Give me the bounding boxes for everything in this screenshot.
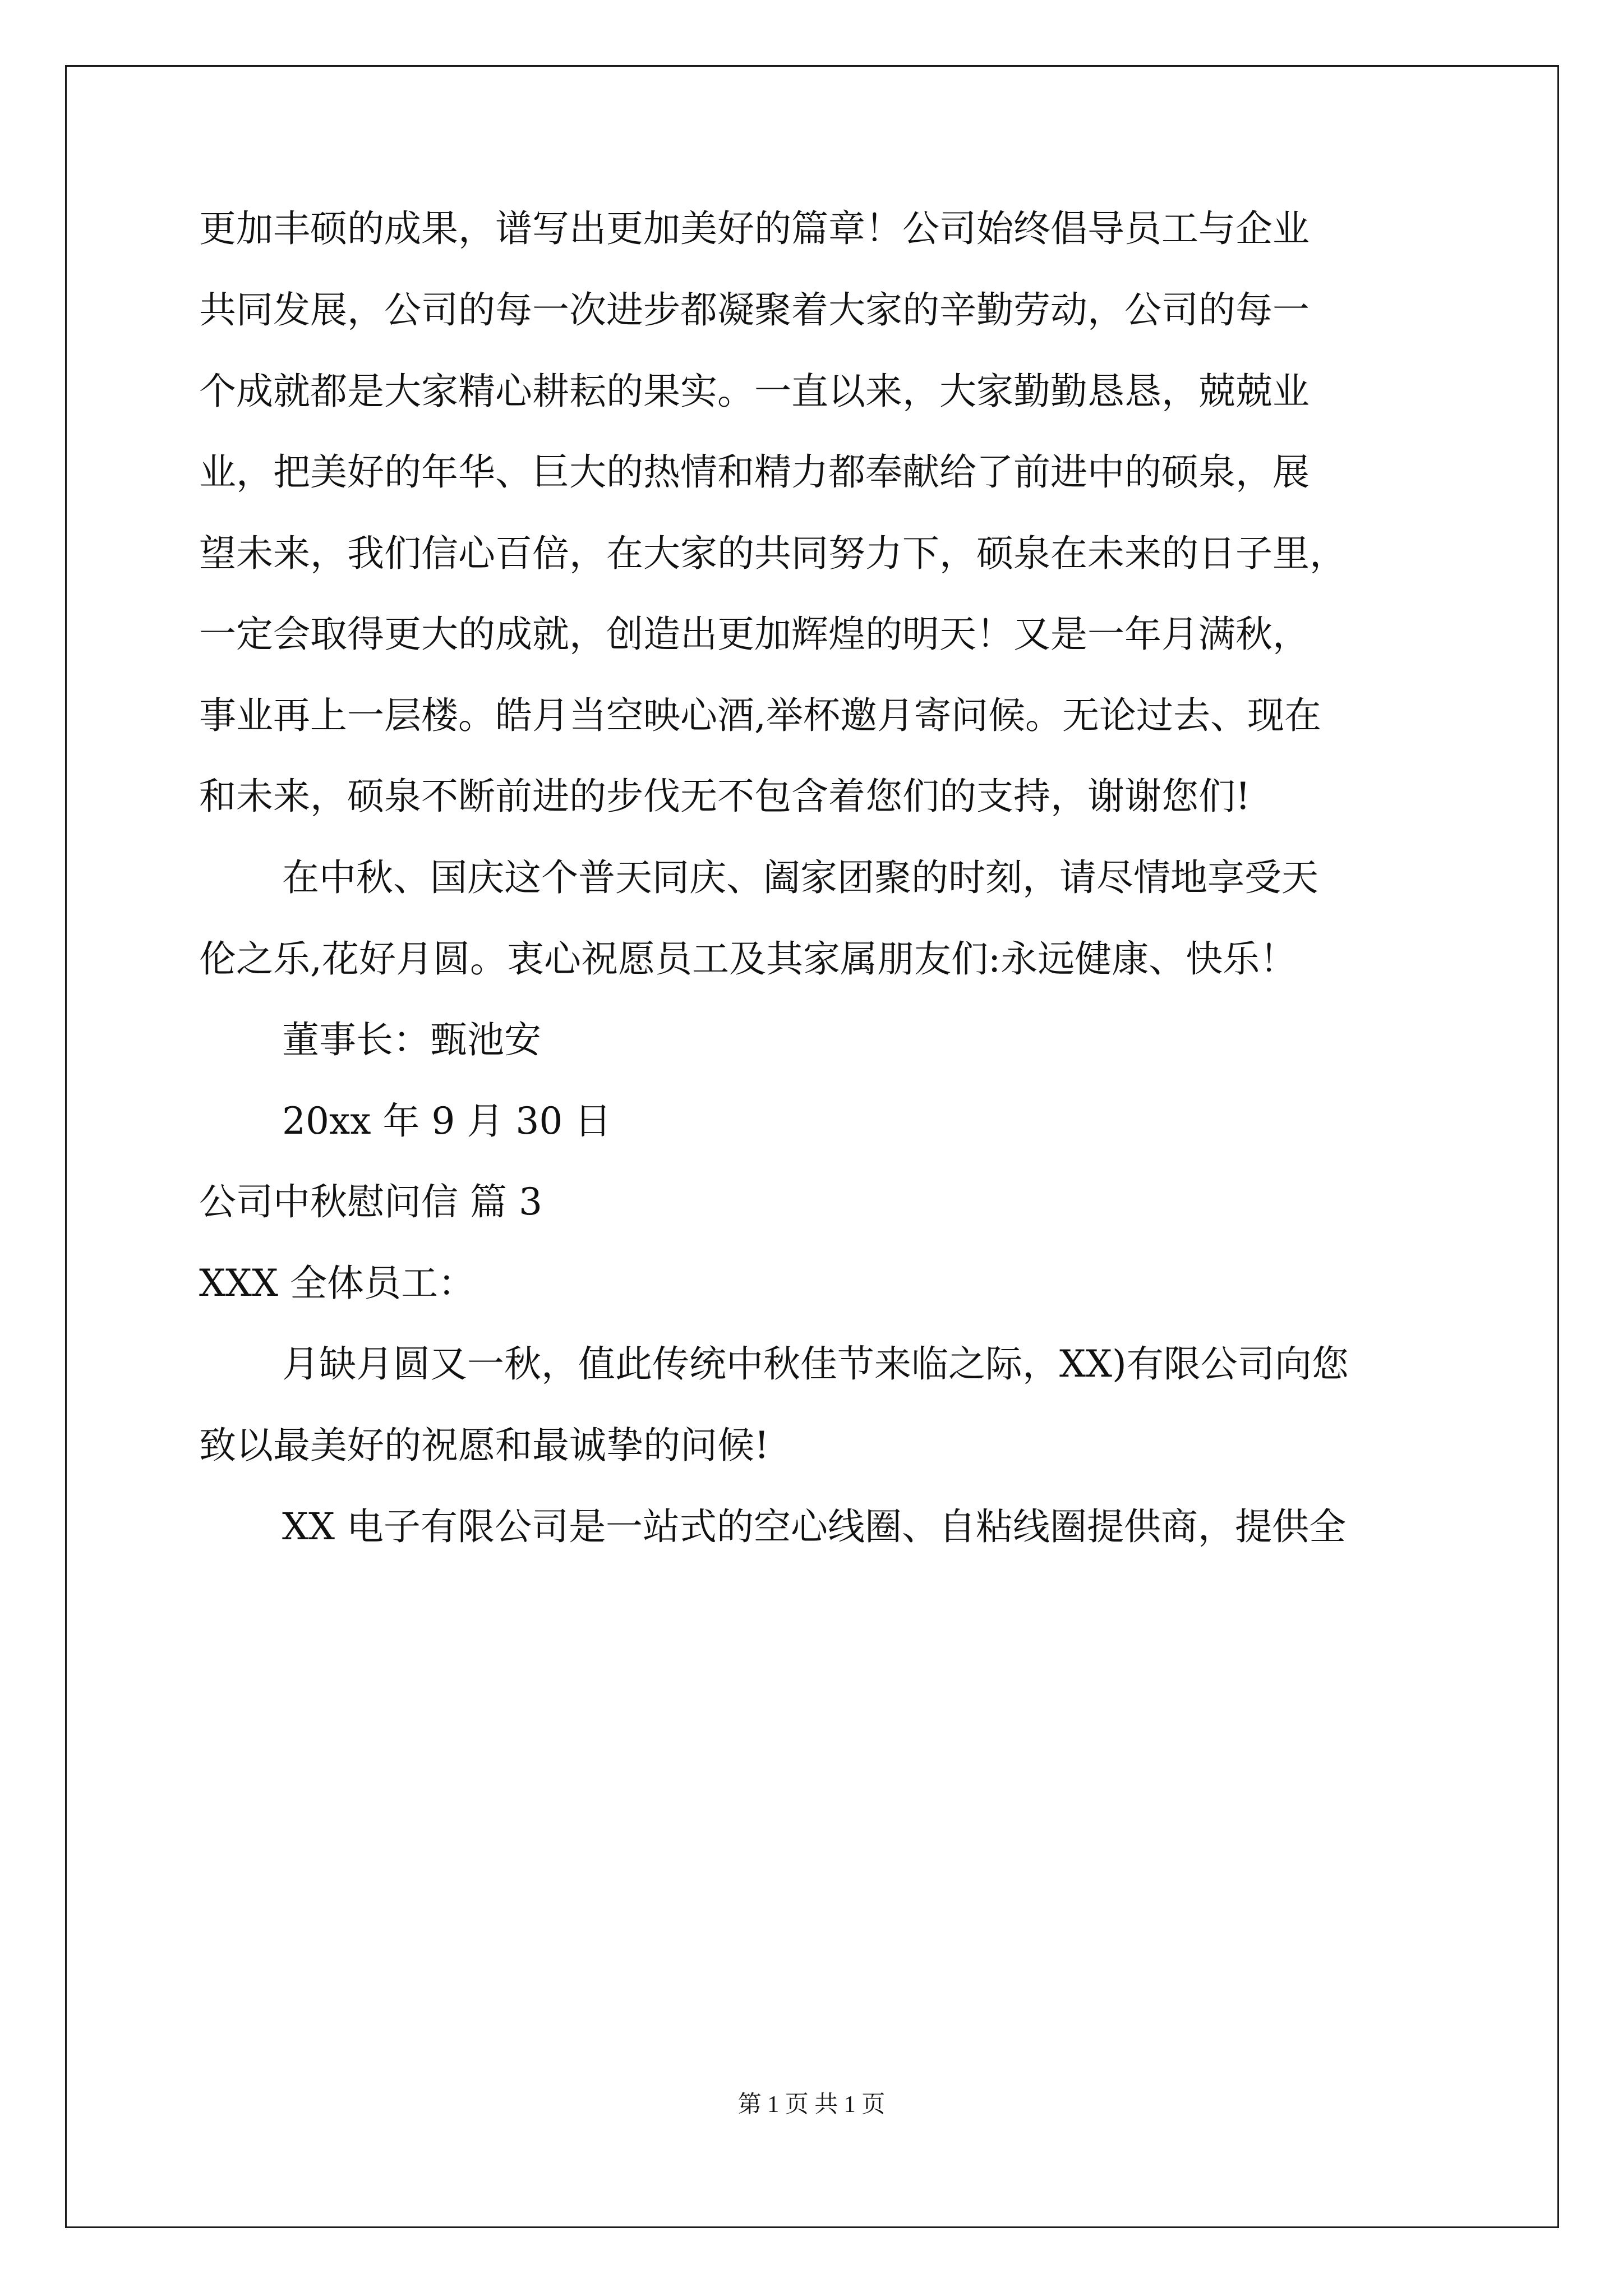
paragraph-line: 业，把美好的年华、巨大的热情和精力都奉献给了前进中的硕泉，展 bbox=[199, 450, 1310, 494]
paragraph-line: 望未来，我们信心百倍，在大家的共同努力下，硕泉在未来的日子里， bbox=[199, 532, 1347, 575]
paragraph-line: 致以最美好的祝愿和最诚挚的问候! bbox=[199, 1424, 769, 1467]
paragraph-line: 一定会取得更大的成就，创造出更加辉煌的明天！又是一年月满秋， bbox=[199, 613, 1310, 656]
section-heading: 公司中秋慰问信 篇 3 bbox=[199, 1180, 542, 1223]
page-footer: 第 1 页 共 1 页 bbox=[737, 2092, 886, 2118]
paragraph-line: 共同发展，公司的每一次进步都凝聚着大家的辛勤劳动，公司的每一 bbox=[199, 288, 1310, 332]
paragraph-line: 个成就都是大家精心耕耘的果实。一直以来，大家勤勤恳恳，兢兢业 bbox=[199, 370, 1310, 413]
paragraph-line: XX 电子有限公司是一站式的空心线圈、自粘线圈提供商，提供全 bbox=[282, 1505, 1346, 1548]
paragraph-line: 更加丰硕的成果，谱写出更加美好的篇章！公司始终倡导员工与企业 bbox=[199, 207, 1310, 250]
paragraph-line: 事业再上一层楼。皓月当空映心酒,举杯邀月寄问候。无论过去、现在 bbox=[199, 694, 1321, 737]
salutation: XXX 全体员工： bbox=[199, 1262, 475, 1305]
paragraph-line: 在中秋、国庆这个普天同庆、阖家团聚的时刻，请尽情地享受天 bbox=[282, 856, 1318, 899]
paragraph-line: 伦之乐,花好月圆。衷心祝愿员工及其家属朋友们:永远健康、快乐！ bbox=[199, 937, 1297, 981]
date-line: 20xx 年 9 月 30 日 bbox=[282, 1099, 612, 1143]
paragraph-line: 和未来，硕泉不断前进的步伐无不包含着您们的支持，谢谢您们! bbox=[199, 775, 1251, 818]
paragraph-line: 月缺月圆又一秋，值此传统中秋佳节来临之际，XX)有限公司向您 bbox=[282, 1342, 1349, 1386]
signature-line: 董事长：甄池安 bbox=[282, 1018, 541, 1061]
